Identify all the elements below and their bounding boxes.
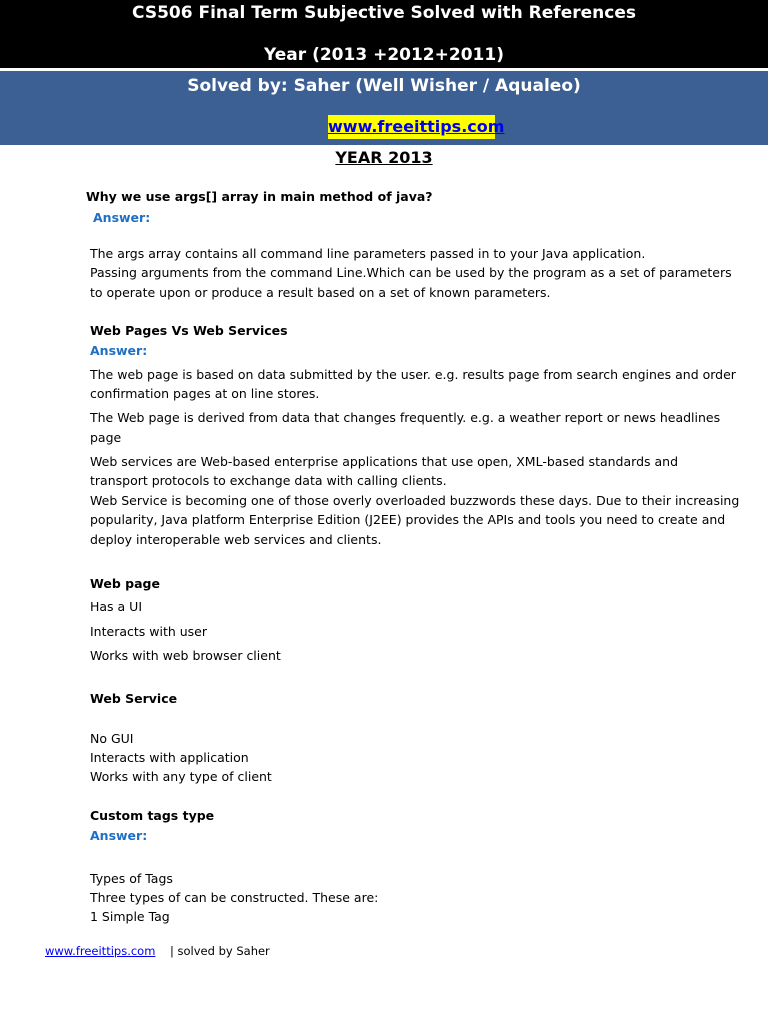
answer-line: transport protocols to exchange data with calling clients. bbox=[90, 473, 447, 488]
answer-line: Types of Tags bbox=[90, 871, 173, 886]
answer-line: popularity, Java platform Enterprise Edition (J2EE) provides the APIs and tools you need to create and bbox=[90, 512, 726, 527]
header-band bbox=[0, 0, 768, 68]
answer-line: deploy interoperable web services and clients. bbox=[90, 532, 382, 547]
answer-line: Three types of can be constructed. These are: bbox=[90, 890, 379, 905]
list-item: Interacts with application bbox=[90, 750, 249, 765]
footer-site-link[interactable]: www.freeittips.com bbox=[45, 944, 156, 958]
list-item: No GUI bbox=[90, 731, 134, 746]
document-years: Year (2013 +2012+2011) bbox=[264, 45, 504, 65]
footer-solved-by: | solved by Saher bbox=[170, 944, 270, 958]
list-item: Works with web browser client bbox=[90, 648, 281, 663]
answer-line: Passing arguments from the command Line.Which can be used by the program as a set of parameters bbox=[90, 265, 732, 280]
year-heading: YEAR 2013 bbox=[335, 148, 433, 167]
list-item: Has a UI bbox=[90, 599, 143, 614]
solved-by-text: Solved by: Saher (Well Wisher / Aqualeo) bbox=[187, 76, 581, 96]
question-web-pages-vs-services: Web Pages Vs Web Services bbox=[90, 323, 288, 338]
answer-line: Web Service is becoming one of those overly overloaded buzzwords these days. Due to their increasing bbox=[90, 493, 740, 508]
answer-line: The Web page is derived from data that changes frequently. e.g. a weather report or news headlines bbox=[90, 410, 721, 425]
site-link-highlighted[interactable]: www.freeittips.com bbox=[328, 115, 495, 139]
web-service-heading: Web Service bbox=[90, 691, 178, 706]
answer-label: Answer: bbox=[90, 828, 148, 843]
answer-label: Answer: bbox=[90, 343, 148, 358]
answer-line: page bbox=[90, 430, 122, 445]
answer-line: confirmation pages at on line stores. bbox=[90, 386, 320, 401]
document-title: CS506 Final Term Subjective Solved with References bbox=[132, 3, 636, 23]
answer-label: Answer: bbox=[93, 210, 151, 225]
answer-line: 1 Simple Tag bbox=[90, 909, 170, 924]
author-band bbox=[0, 71, 768, 145]
list-item: Works with any type of client bbox=[90, 769, 272, 784]
answer-line: The args array contains all command line parameters passed in to your Java application. bbox=[90, 246, 646, 261]
answer-line: The web page is based on data submitted by the user. e.g. results page from search engines and order bbox=[90, 367, 736, 382]
question-custom-tags: Custom tags type bbox=[90, 808, 215, 823]
list-item: Interacts with user bbox=[90, 624, 208, 639]
answer-line: to operate upon or produce a result based on a set of known parameters. bbox=[90, 285, 551, 300]
answer-line: Web services are Web-based enterprise applications that use open, XML-based standards and bbox=[90, 454, 679, 469]
web-page-heading: Web page bbox=[90, 576, 160, 591]
question-args-array: Why we use args[] array in main method of java? bbox=[86, 189, 433, 204]
